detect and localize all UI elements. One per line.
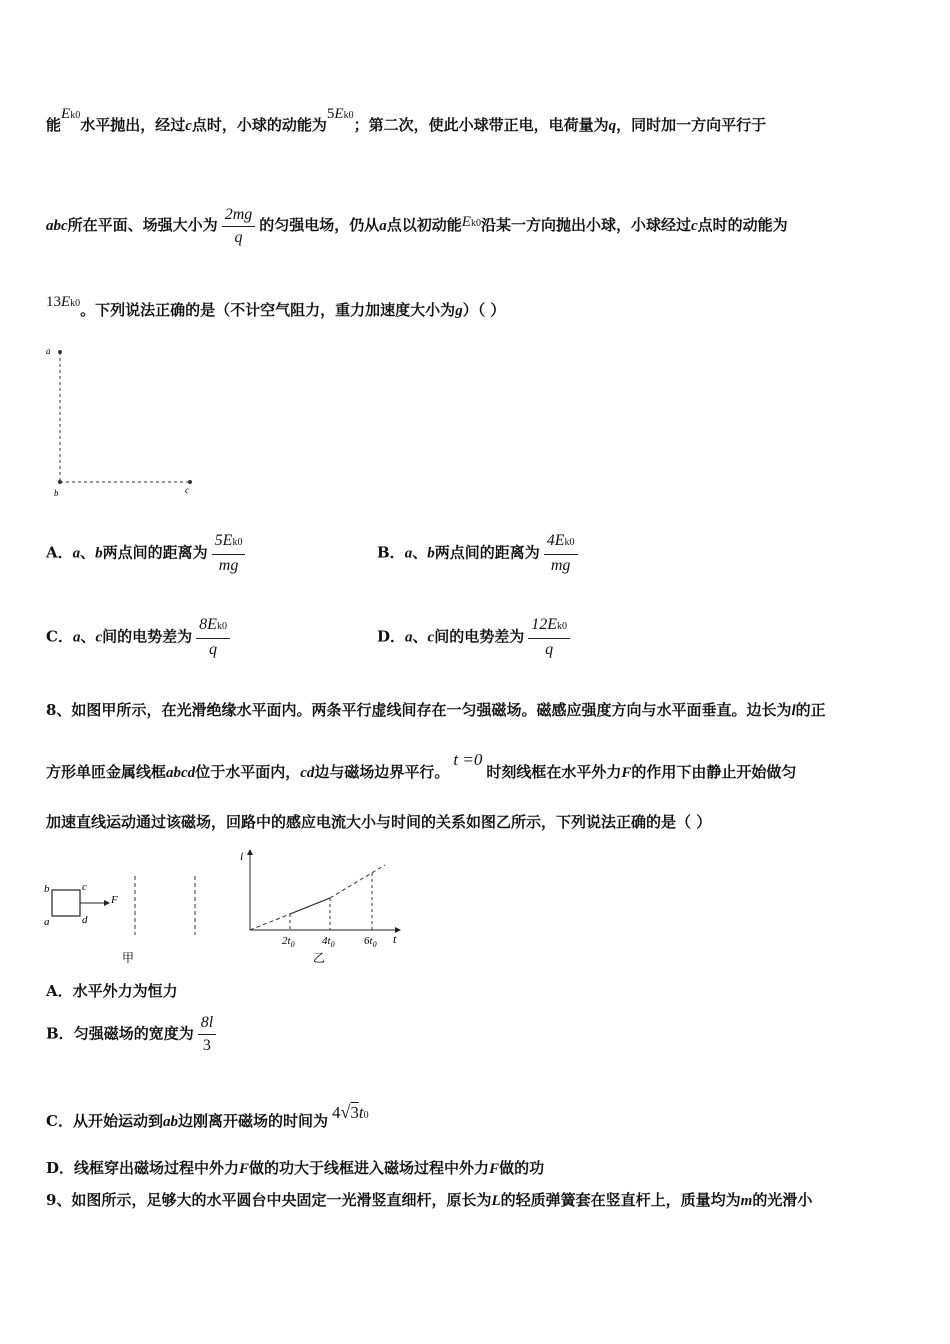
option-8d[interactable]: D．线框穿出磁场过程中外力F做的功大于线框进入磁场过程中外力F做的功 bbox=[46, 1159, 545, 1177]
fraction: $\frac{5Ek0}{mg}$ bbox=[212, 530, 246, 577]
ek0-symbol: Ek0 bbox=[461, 214, 481, 230]
option-7c[interactable]: C．a、c间的电势差为 $\frac{8Ek0}{q}$ bbox=[46, 614, 234, 661]
fraction: $\frac{8Ek0}{q}$ bbox=[196, 614, 230, 661]
option-7d[interactable]: D．a、c间的电势差为 $\frac{12Ek0}{q}$ bbox=[377, 614, 574, 661]
text: 能 bbox=[46, 116, 62, 134]
q7-figure bbox=[40, 340, 210, 505]
ek0-symbol: Ek0 bbox=[61, 106, 81, 122]
svg-text:乙: 乙 bbox=[313, 951, 326, 965]
q7-line-2: abc所在平面、场强大小为 $\frac{2mg}{q}$ 的匀强电场，仍从a点以初动能Ek0沿某一方向抛出小球，小球经过c点时的动能为 bbox=[46, 203, 788, 250]
svg-text:a: a bbox=[44, 916, 50, 928]
field-fraction: $\frac{2mg}{q}$ bbox=[222, 204, 256, 249]
q8-figure-jia bbox=[40, 870, 220, 970]
t-equals-zero: t =0 bbox=[453, 750, 483, 769]
option-7b[interactable]: B．a、b两点间的距离为 $\frac{4Ek0}{mg}$ bbox=[377, 530, 582, 577]
label-b: b bbox=[54, 488, 59, 498]
fraction: $\frac{4Ek0}{mg}$ bbox=[544, 530, 578, 577]
q8-figure-yi bbox=[235, 845, 410, 970]
fraction: $\frac{8l}{3}$ bbox=[198, 1012, 216, 1057]
option-8b[interactable]: B．匀强磁场的宽度为 $\frac{8l}{3}$ bbox=[46, 1012, 220, 1057]
time-expression: 4√3t0 bbox=[331, 1102, 369, 1122]
svg-text:d: d bbox=[82, 914, 88, 926]
q8-line-3: 加速直线运动通过该磁场，回路中的感应电流大小与时间的关系如图乙所示，下列说法正确的是（ ） bbox=[46, 813, 712, 831]
q7-line-3: 13Ek0。下列说法正确的是（不计空气阻力，重力加速度大小为g）（ ） bbox=[46, 294, 506, 319]
svg-text:4t0: $4t_0$ bbox=[322, 935, 335, 949]
five-ek0: 5Ek0 bbox=[326, 106, 354, 122]
q8-line-1: 8、如图甲所示，在光滑绝缘水平面内。两条平行虚线间存在一匀强磁场。磁感应强度方向与水平面垂直。边长为l的正 bbox=[46, 701, 826, 719]
thirteen-ek0: 13Ek0 bbox=[46, 294, 81, 310]
fraction: $\frac{12Ek0}{q}$ bbox=[528, 614, 570, 661]
label-a: a bbox=[46, 346, 51, 356]
svg-text:F: F bbox=[111, 894, 118, 906]
svg-text:t: t bbox=[393, 932, 397, 946]
q9-line-1: 9、如图所示，足够大的水平圆台中央固定一光滑竖直细杆，原长为L的轻质弹簧套在竖直杆上，质量均为m的光滑小 bbox=[46, 1191, 813, 1209]
q7-line-1: 能Ek0水平抛出，经过c点时，小球的动能为5Ek0；第二次，使此小球带正电，电荷量为q，同时加一方向平行于 bbox=[46, 106, 767, 134]
label-c: c bbox=[185, 485, 189, 495]
svg-text:b: b bbox=[44, 883, 50, 895]
svg-text:2t0: $2t_0$ bbox=[282, 935, 295, 949]
svg-text:c: c bbox=[82, 881, 87, 893]
option-8c[interactable]: C．从开始运动到ab边刚离开磁场的时间为 4√3t0 bbox=[46, 1102, 369, 1130]
svg-text:甲: 甲 bbox=[122, 951, 135, 965]
q8-line-2: 方形单匝金属线框abcd位于水平面内，cd边与磁场边界平行。t =0时刻线框在水平外力F的作用下由静止开始做匀 bbox=[46, 750, 797, 781]
svg-text:6t0: $6t_0$ bbox=[364, 935, 377, 949]
option-8a[interactable]: A．水平外力为恒力 bbox=[46, 982, 178, 1000]
option-7a[interactable]: A．a、b两点间的距离为 $\frac{5Ek0}{mg}$ bbox=[46, 530, 249, 577]
svg-text:i: i bbox=[240, 849, 244, 863]
